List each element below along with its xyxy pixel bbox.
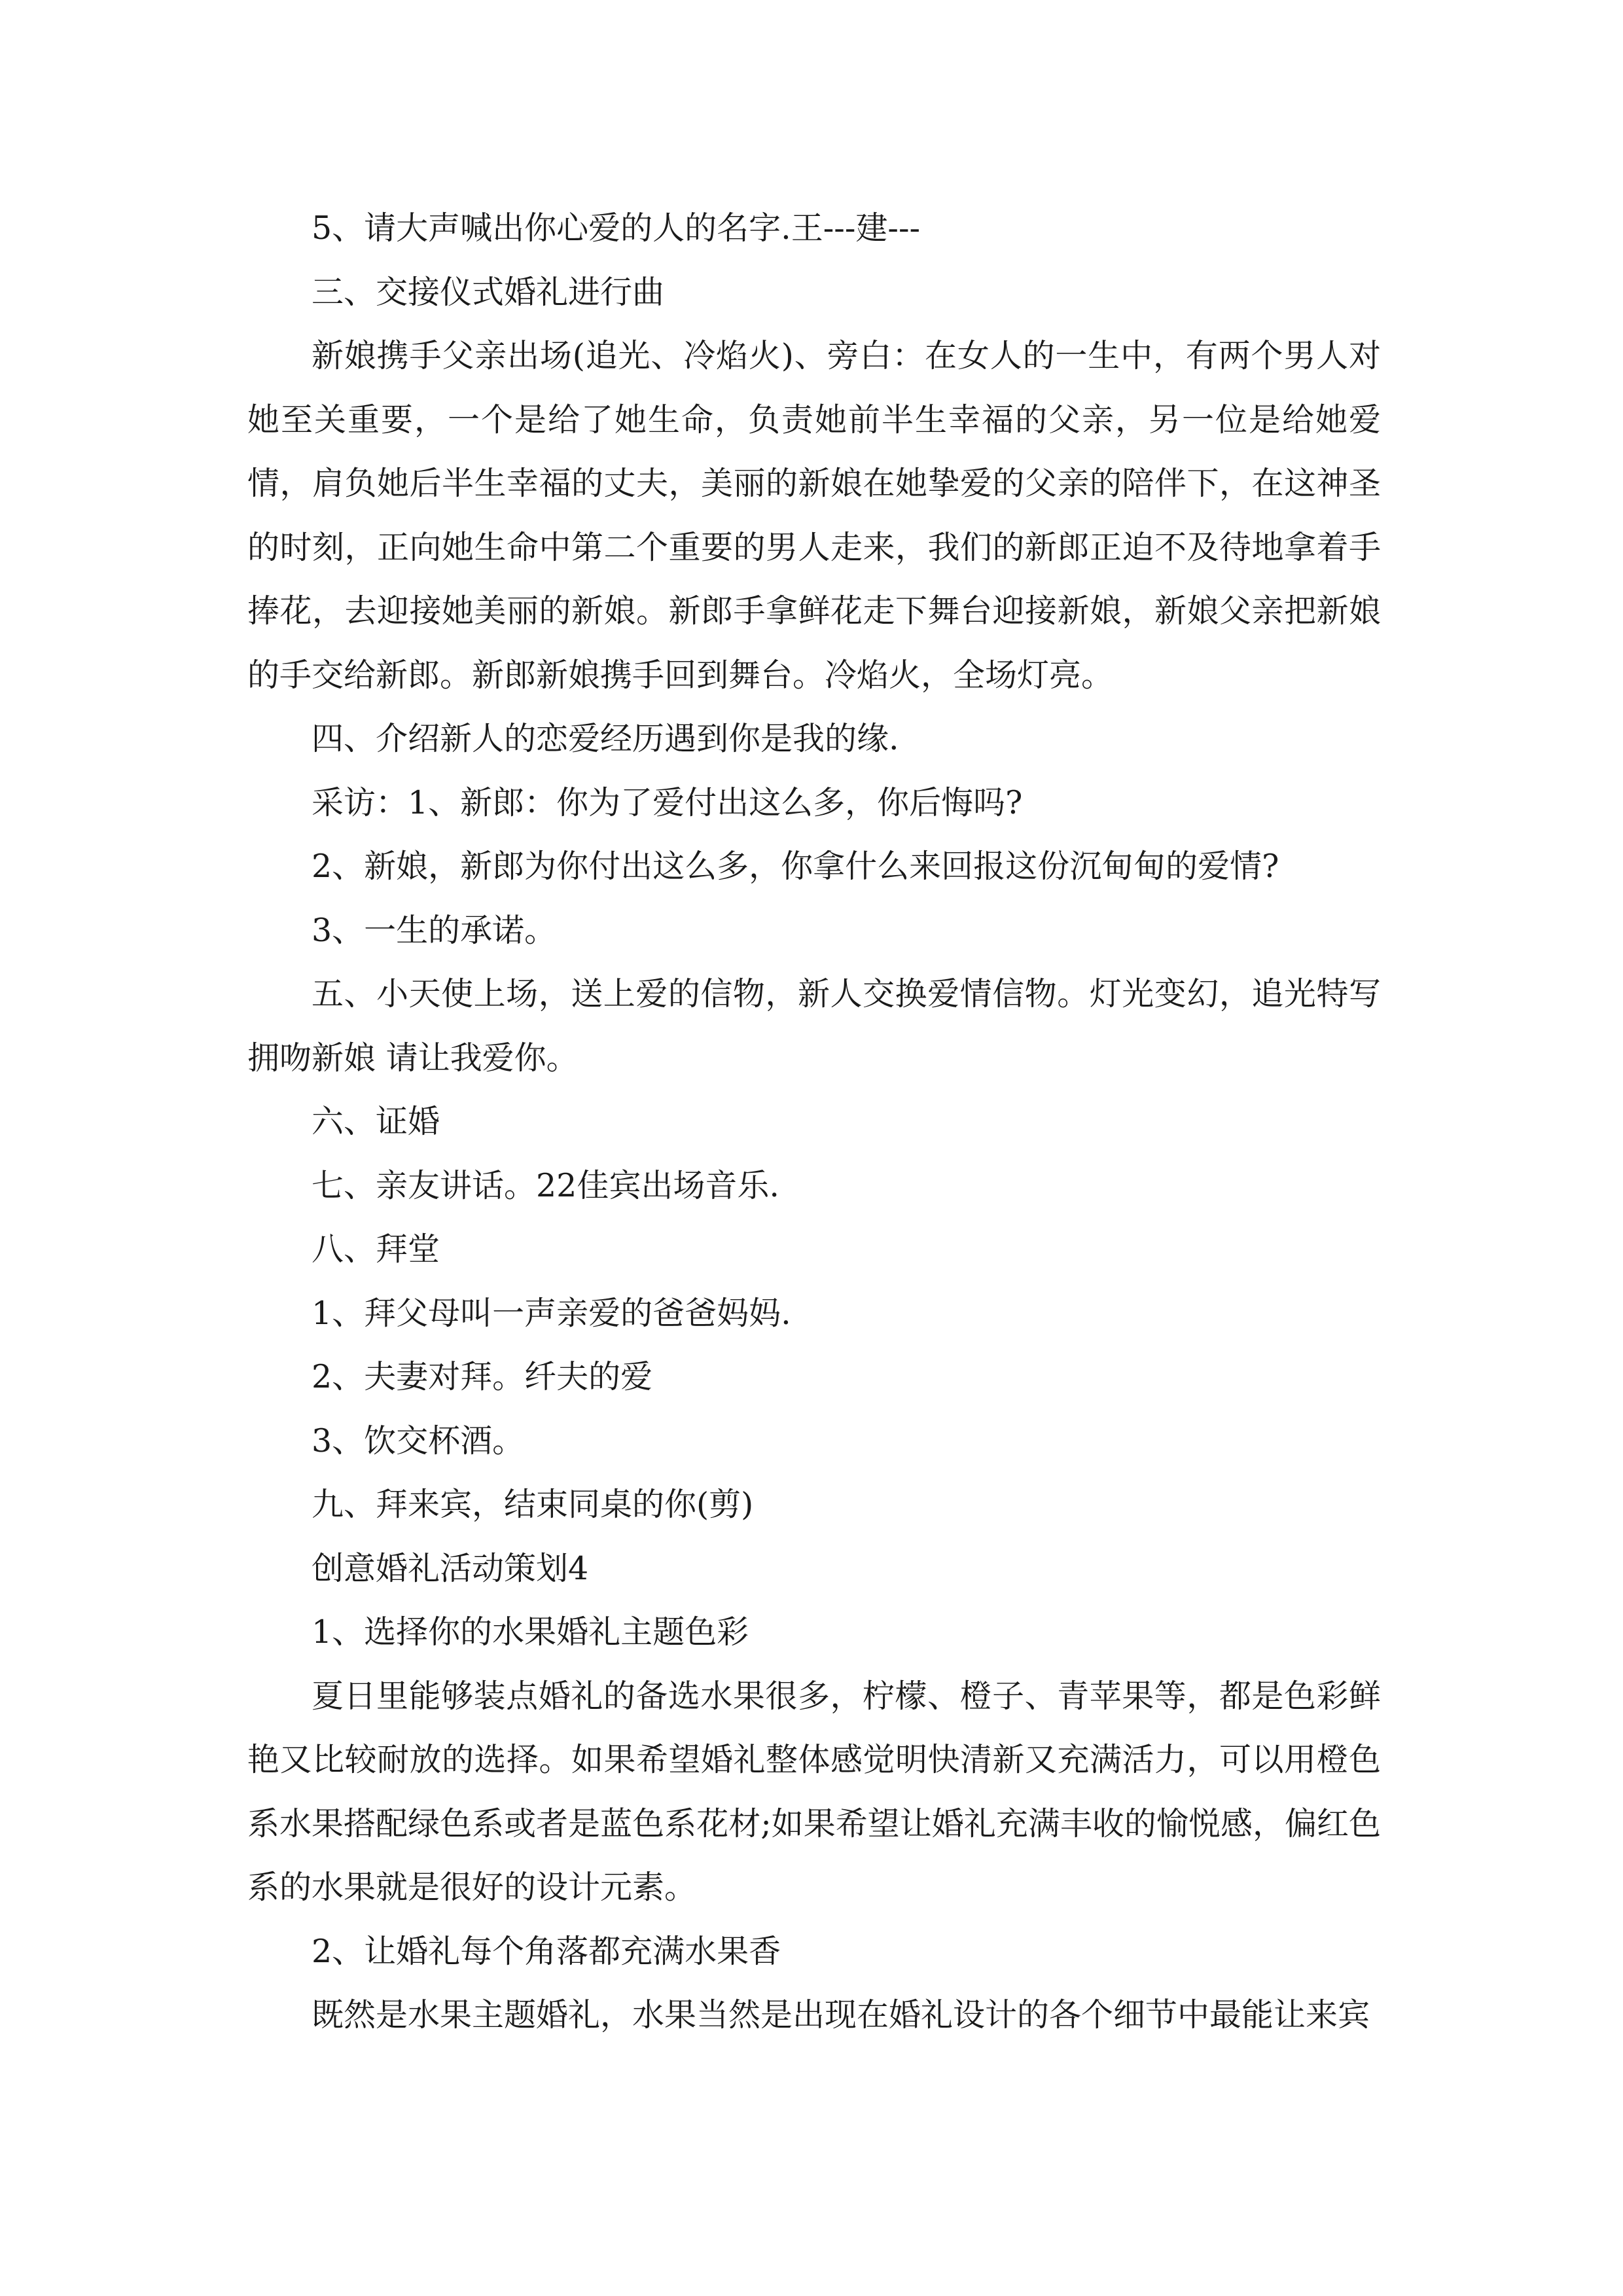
section-heading-5: 五、小天使上场，送上爱的信物，新人交换爱情信物。灯光变幻，追光特写拥吻新娘 请让我爱你。 (247, 975, 1381, 1077)
paragraph-handover: 新娘携手父亲出场(追光、冷焰火)、旁白：在女人的一生中，有两个男人对她至关重要，一个是给了她生命，负责她前半生幸福的父亲，另一位是给她爱情，肩负她后半生幸福的丈夫，美丽的新娘在她挚爱的父亲的陪伴下，在这神圣的时刻，正向她生命中第二个重要的男人走来，我们的新郎正迫不及待地拿着手捧花，去迎接她美丽的新娘。新郎手拿鲜花走下舞台迎接新娘，新娘父亲把新娘的手交给新郎。新郎新娘携手回到舞台。冷焰火，全场灯亮。 (247, 337, 1381, 694)
plan4-heading-1: 1、选择你的水果婚礼主题色彩 (312, 1613, 749, 1651)
section-heading-3: 三、交接仪式婚礼进行曲 (312, 273, 665, 311)
section-heading-8: 八、拜堂 (312, 1230, 440, 1268)
section-heading-9: 九、拜来宾，结束同桌的你(剪) (312, 1486, 754, 1523)
document-body (247, 196, 1381, 2047)
section-heading-4: 四、介绍新人的恋爱经历遇到你是我的缘. (312, 720, 899, 757)
interview-question-1: 采访：1、新郎：你为了爱付出这么多，你后悔吗? (312, 783, 1023, 821)
ceremony-step-2: 2、夫妻对拜。纤夫的爱 (312, 1358, 653, 1395)
section-heading-6: 六、证婚 (312, 1103, 440, 1140)
interview-question-3: 3、一生的承诺。 (312, 911, 557, 949)
paragraph-1: 5、请大声喊出你心爱的人的名字.王---建--- (312, 209, 921, 247)
ceremony-step-3: 3、饮交杯酒。 (312, 1422, 525, 1460)
plan4-paragraph-theme: 既然是水果主题婚礼，水果当然是出现在婚礼设计的各个细节中最能让来宾 (312, 1996, 1370, 2034)
ceremony-step-1: 1、拜父母叫一声亲爱的爸爸妈妈. (312, 1294, 791, 1332)
section-heading-7: 七、亲友讲话。22佳宾出场音乐. (312, 1166, 779, 1204)
plan-title-4: 创意婚礼活动策划4 (312, 1549, 589, 1587)
plan4-paragraph-fruit: 夏日里能够装点婚礼的备选水果很多，柠檬、橙子、青苹果等，都是色彩鲜艳又比较耐放的选择。如果希望婚礼整体感觉明快清新又充满活力，可以用橙色系水果搭配绿色系或者是蓝色系花材;如果希望让婚礼充满丰收的愉悦感，偏红色系的水果就是很好的设计元素。 (247, 1677, 1381, 1906)
interview-question-2: 2、新娘，新郎为你付出这么多，你拿什么来回报这份沉甸甸的爱情? (312, 848, 1279, 885)
plan4-heading-2: 2、让婚礼每个角落都充满水果香 (312, 1932, 781, 1970)
